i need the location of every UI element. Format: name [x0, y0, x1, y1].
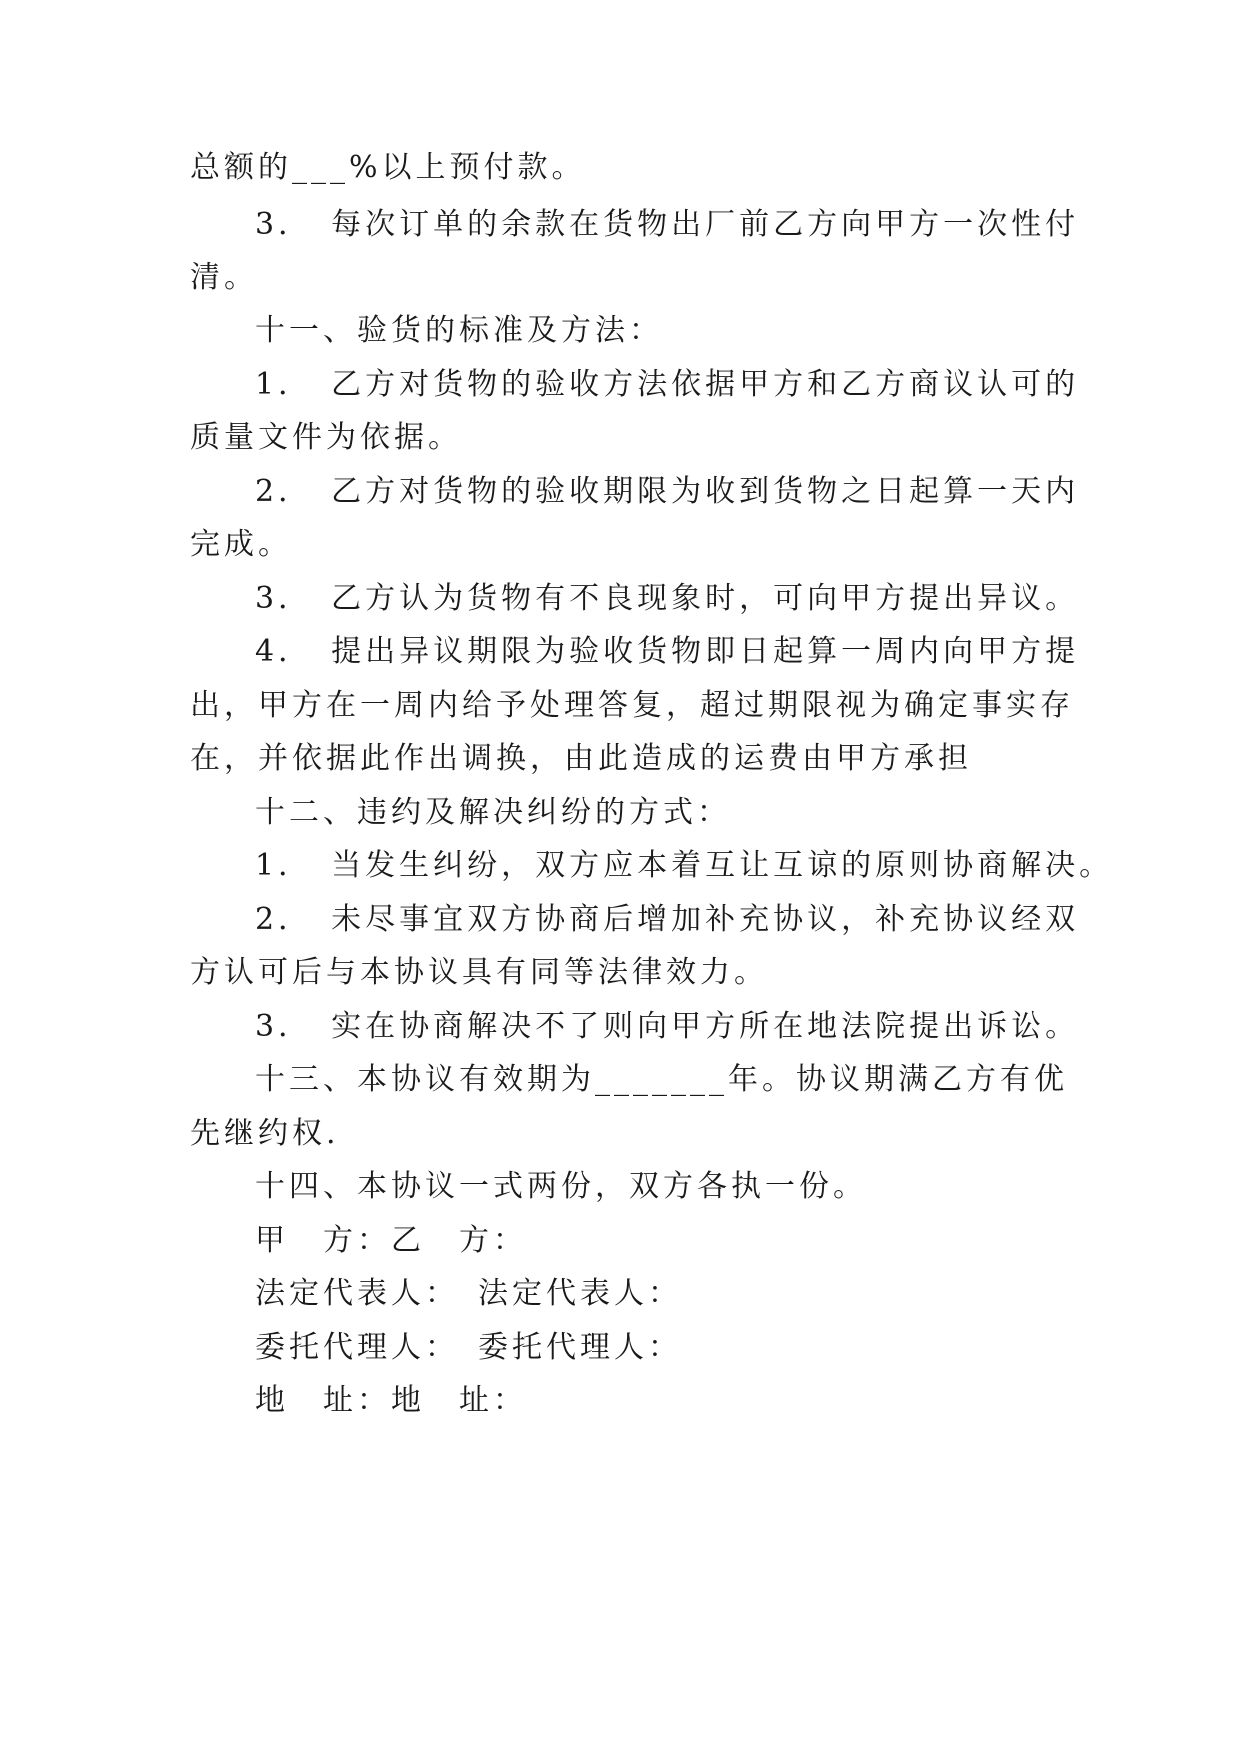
text-line-objection: 3． 乙方认为货物有不良现象时，可向甲方提出异议。 — [255, 581, 1080, 616]
signature-address-line: 地 址：地 址： — [255, 1383, 527, 1418]
text-line-inspection-method: 1． 乙方对货物的验收方法依据甲方和乙方商议认可的 — [255, 367, 1080, 402]
signature-legal-rep-line: 法定代表人： 法定代表人： — [255, 1276, 682, 1311]
text-line-inspection-period: 2． 乙方对货物的验收期限为收到货物之日起算一天内 — [255, 474, 1080, 509]
text-line-objection-period: 4． 提出异议期限为验收货物即日起算一周内向甲方提 — [255, 634, 1080, 669]
text-line-balance-payment-cont: 清。 — [190, 260, 258, 295]
section-heading-inspection: 十一、验货的标准及方法： — [255, 313, 663, 348]
signature-agent-line: 委托代理人： 委托代理人： — [255, 1330, 682, 1365]
text-line-prepayment: 总额的___%以上预付款。 — [190, 150, 586, 185]
text-line-objection-period-cont-2: 在，并依据此作出调换，由此造成的运费由甲方承担 — [190, 741, 972, 776]
text-line-inspection-period-cont: 完成。 — [190, 527, 292, 562]
text-line-balance-payment: 3． 每次订单的余款在货物出厂前乙方向甲方一次性付 — [255, 207, 1080, 242]
section-heading-validity: 十三、本协议有效期为_______年。协议期满乙方有优 — [255, 1062, 1068, 1097]
signature-party-line: 甲 方：乙 方： — [255, 1223, 527, 1258]
text-line-supplementary-agreement-cont: 方认可后与本协议具有同等法律效力。 — [190, 955, 768, 990]
text-line-inspection-method-cont: 质量文件为依据。 — [190, 420, 462, 455]
text-line-dispute-negotiation: 1． 当发生纠纷，双方应本着互让互谅的原则协商解决。 — [255, 848, 1114, 883]
section-heading-dispute: 十二、违约及解决纠纷的方式： — [255, 795, 731, 830]
section-heading-copies: 十四、本协议一式两份，双方各执一份。 — [255, 1169, 867, 1204]
text-line-supplementary-agreement: 2． 未尽事宜双方协商后增加补充协议，补充协议经双 — [255, 902, 1080, 937]
text-line-validity-cont: 先继约权. — [190, 1116, 340, 1151]
text-line-objection-period-cont-1: 出，甲方在一周内给予处理答复，超过期限视为确定事实存 — [190, 688, 1074, 723]
text-line-litigation: 3． 实在协商解决不了则向甲方所在地法院提出诉讼。 — [255, 1009, 1080, 1044]
